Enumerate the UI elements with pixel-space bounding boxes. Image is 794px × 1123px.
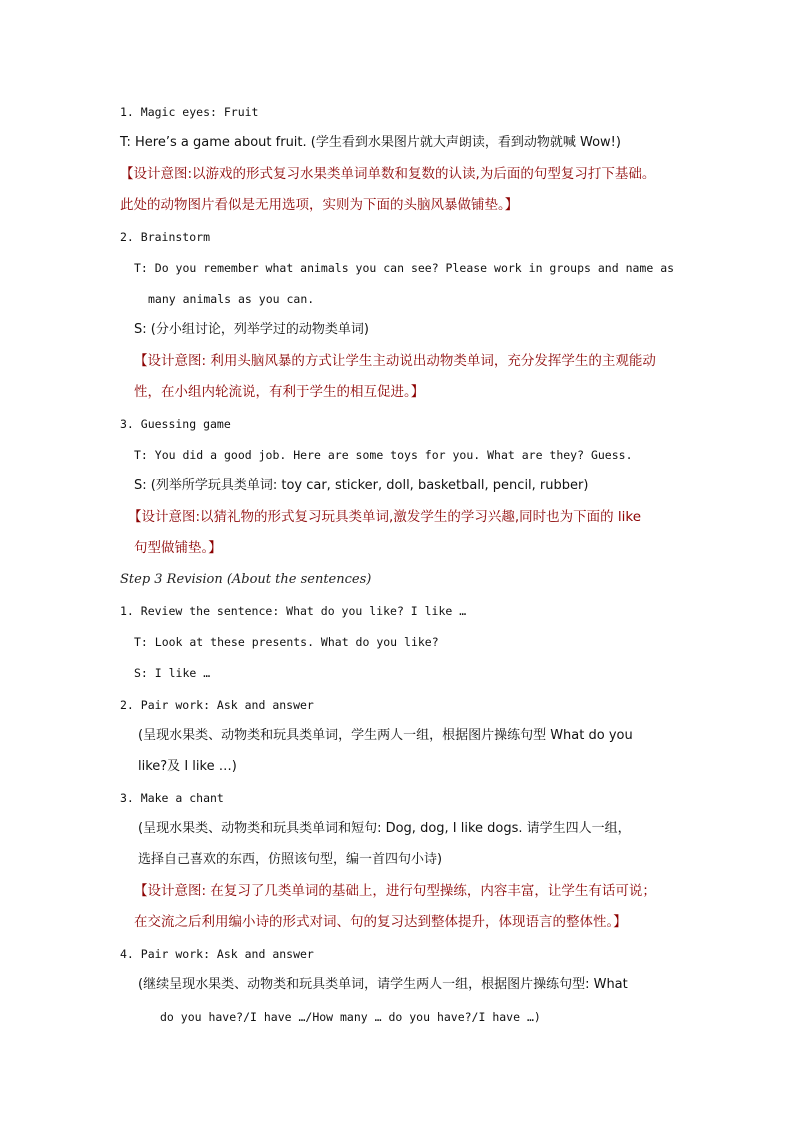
design-intent-fruit-line-2: 此处的动物图片看似是无用选项，实则为下面的头脑风暴做铺垫。】	[120, 197, 519, 213]
teacher-line-toys: T: You did a good job. Here are some toys for you. What are they? Guess.	[134, 448, 633, 462]
teacher-line-animals-1: T: Do you remember what animals you can see? Please work in groups and name as	[134, 261, 675, 275]
item-magic-eyes-heading: 1. Magic eyes: Fruit	[120, 105, 259, 119]
design-intent-brainstorm-line-2: 性，在小组内轮流说，有利于学生的相互促进。】	[134, 384, 425, 400]
pair-work-note-1-line-1: (呈现水果类、动物类和玩具类单词，学生两人一组，根据图片操练句型 What do you	[138, 728, 633, 743]
pair-work-note-2-line-2: do you have?/I have …/How many … do you have?/I have …)	[160, 1010, 541, 1024]
item-pair-work-heading-2: 4. Pair work: Ask and answer	[120, 947, 314, 961]
design-intent-brainstorm-line-1: 【设计意图: 利用头脑风暴的方式让学生主动说出动物类单词，充分发挥学生的主观能动	[134, 353, 656, 369]
item-guessing-game-heading: 3. Guessing game	[120, 417, 231, 431]
teacher-line-animals-2: many animals as you can.	[148, 292, 315, 306]
design-intent-chant-line-2: 在交流之后利用编小诗的形式对词、句的复习达到整体提升，体现语言的整体性。】	[134, 914, 627, 930]
item-pair-work-heading-1: 2. Pair work: Ask and answer	[120, 698, 314, 712]
step-3-heading: Step 3 Revision (About the sentences)	[120, 572, 372, 587]
item-review-sentence-heading: 1. Review the sentence: What do you like? I like …	[120, 604, 467, 618]
design-intent-fruit-line-1: 【设计意图:以游戏的形式复习水果类单词单数和复数的认读,为后面的句型复习打下基础。	[120, 166, 656, 182]
student-line-i-like: S: I like …	[134, 666, 211, 680]
teacher-line-fruit: T: Here’s a game about fruit. (学生看到水果图片就大声朗读，看到动物就喊 Wow!)	[120, 135, 621, 150]
pair-work-note-2-line-1: (继续呈现水果类、动物类和玩具类单词，请学生两人一组，根据图片操练句型: What	[138, 977, 628, 992]
design-intent-toys-line-2: 句型做铺垫。】	[134, 540, 222, 556]
pair-work-note-1-line-2: like?及 I like …)	[138, 759, 237, 774]
teacher-line-presents: T: Look at these presents. What do you like?	[134, 635, 439, 649]
student-line-animals: S: (分小组讨论，列举学过的动物类单词)	[134, 322, 369, 337]
student-line-toys: S: (列举所学玩具类单词: toy car, sticker, doll, basketball, pencil, rubber)	[134, 478, 589, 493]
item-brainstorm-heading: 2. Brainstorm	[120, 230, 211, 244]
item-make-a-chant-heading: 3. Make a chant	[120, 791, 224, 805]
design-intent-chant-line-1: 【设计意图: 在复习了几类单词的基础上，进行句型操练，内容丰富，让学生有话可说；	[134, 883, 656, 899]
chant-note-line-1: (呈现水果类、动物类和玩具类单词和短句: Dog, dog, I like dogs. 请学生四人一组，	[138, 821, 631, 836]
chant-note-line-2: 选择自己喜欢的东西，仿照该句型，编一首四句小诗)	[138, 852, 443, 867]
design-intent-toys-line-1: 【设计意图:以猜礼物的形式复习玩具类单词,激发学生的学习兴趣,同时也为下面的 like	[128, 509, 642, 525]
